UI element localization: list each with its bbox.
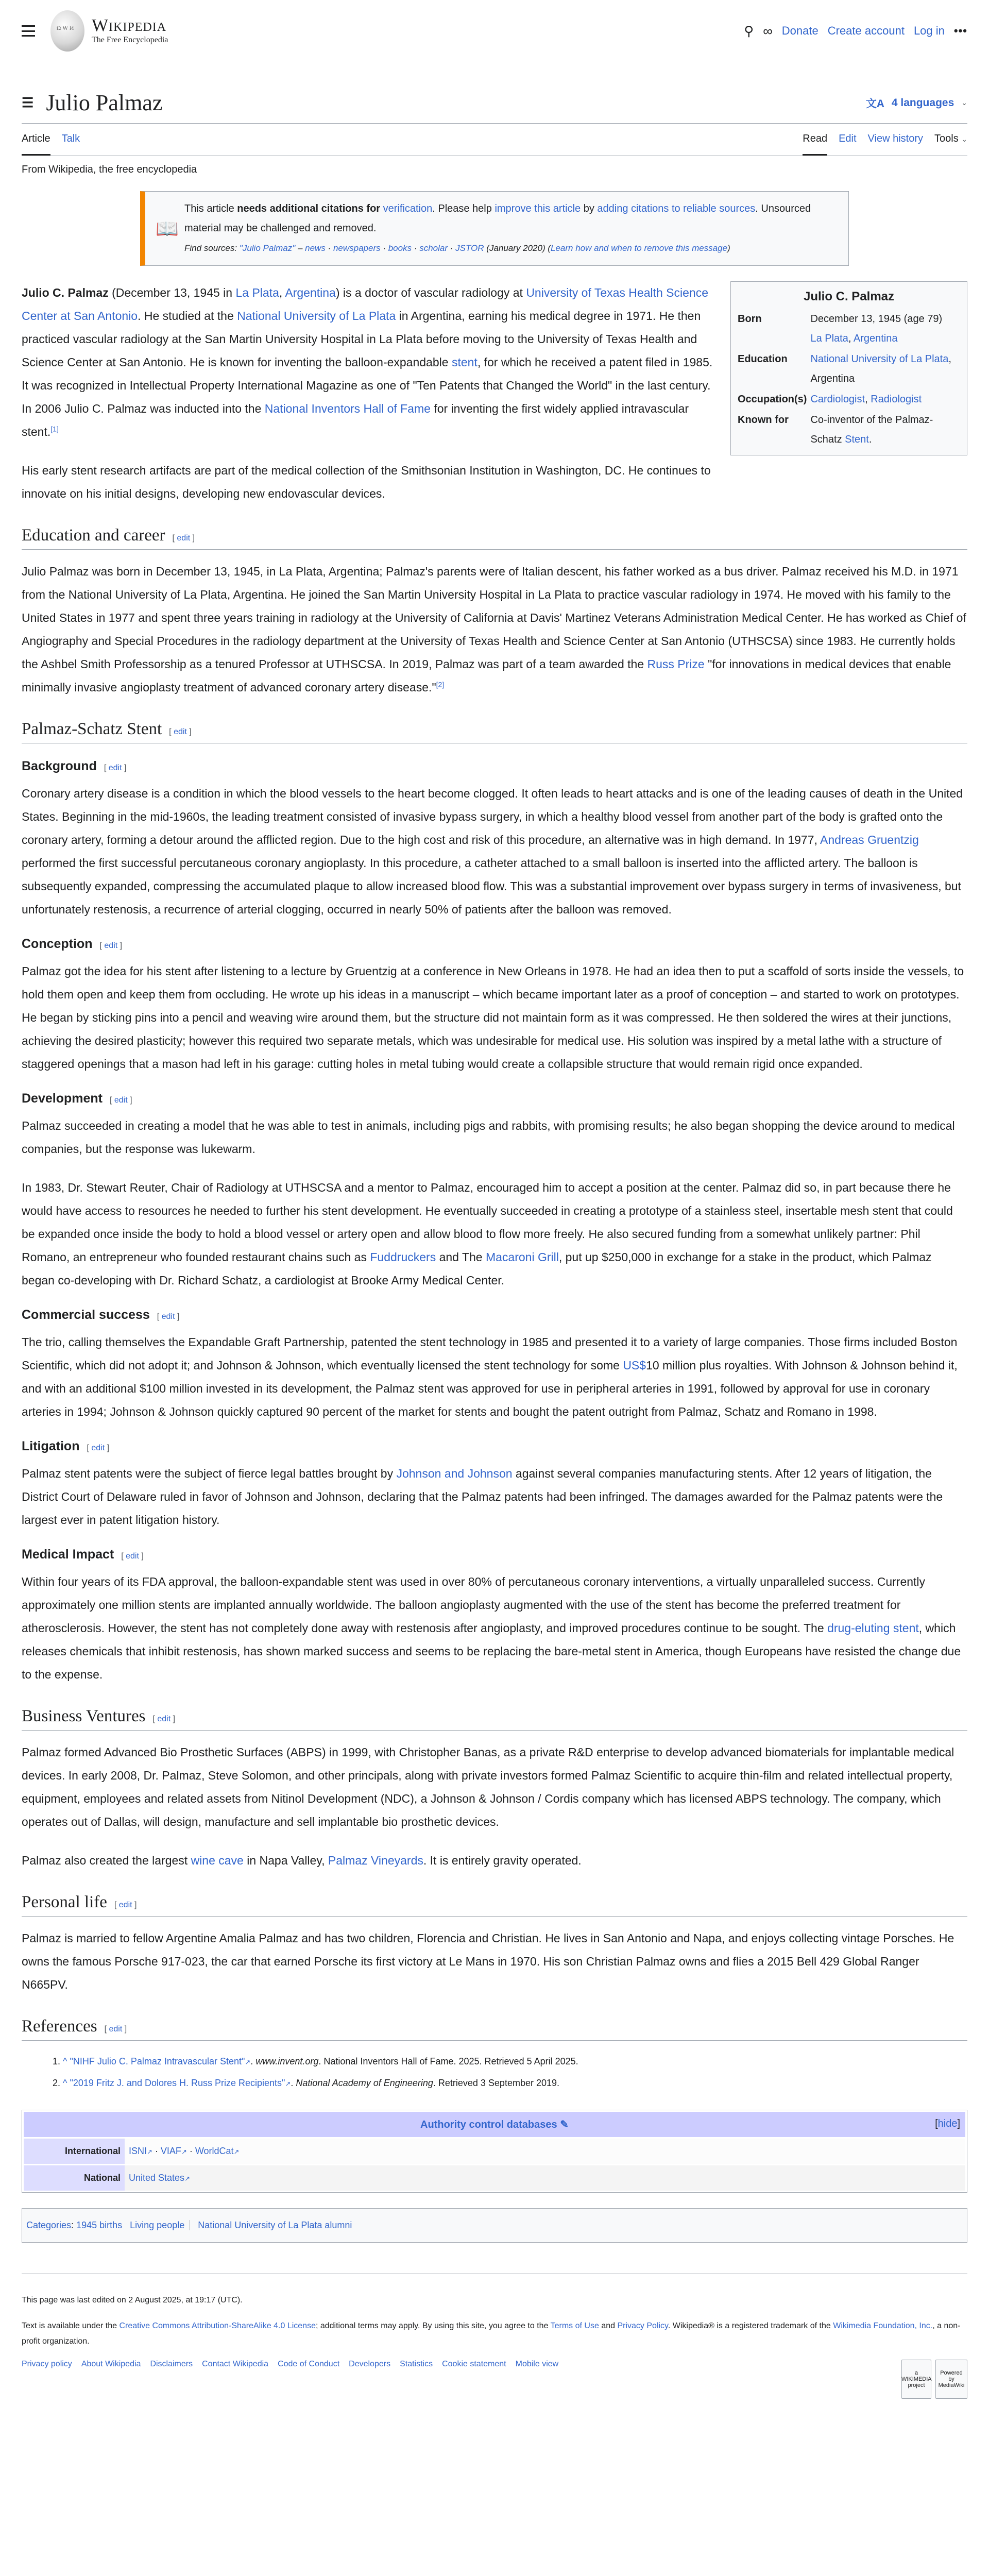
infobox-row-known-for: Known for Co-inventor of the Palmaz-Schatz Stent. [737,410,961,450]
page-title: Julio Palmaz [46,90,163,115]
languages-button[interactable] [866,95,967,111]
tools-dropdown[interactable] [934,124,967,156]
site-header [22,0,967,62]
notice-date: (January 2020) [486,243,545,253]
more-options-icon[interactable]: ••• [953,24,967,37]
drug-eluting-stent-link[interactable]: drug-eluting stent [827,1621,919,1635]
edit-section-link[interactable]: edit [104,941,118,950]
donate-link[interactable]: Donate [781,24,819,37]
notice-text: . Unsourced material may be challenged and removed. [184,203,811,234]
external-link-icon: ↗ [245,2058,251,2066]
notice-text: by [581,203,598,214]
gruentzig-link[interactable]: Andreas Gruentzig [820,833,919,846]
stent-link[interactable]: stent [451,355,478,369]
palmaz-vineyards-link[interactable]: Palmaz Vineyards [328,1854,423,1867]
section-heading-personal: Personal life [ edit ] [22,1893,967,1917]
infobox-row-education: Education National University of La Plata, Argentina [737,349,961,389]
find-sources-label: Find sources: [184,243,237,253]
infobox [730,281,967,455]
hide-toggle[interactable]: hide [937,2118,958,2129]
source-jstor-link[interactable]: JSTOR [455,243,484,253]
privacy-policy-link[interactable]: Privacy Policy [617,2321,668,2330]
last-edited: This page was last edited on 2 August 2025, at 19:17 (UTC). [22,2296,243,2304]
la-plata-link[interactable]: La Plata [235,286,279,299]
united-states-link[interactable]: United States [129,2173,185,2183]
education-link[interactable]: National University of La Plata [810,353,949,365]
license-text: Text is available under the Creative Commons Attribution-ShareAlike 4.0 License; additional terms may apply. By using this site, you agree to the Terms of Use and Privacy Policy. Wikipedia® is a registered trademark of the Wikimedia Foundation, Inc., a non-profit organization. [22,2321,961,2346]
powered-by-mediawiki-badge[interactable]: Powered by MediaWiki [935,2360,967,2399]
lead-paragraph: Julio C. Palmaz (December 13, 1945 in La Plata, Argentina) is a doctor of vascular radiology at University of Texas Health Science Center at San Antonio. He studied at the National University of La Plata in Argentina, earning his medical degree in 1971. He then practiced vascular radiology at the San Martin University Hospital in La Plata before moving to the University of Texas Health and Science Center at San Antonio. He is known for inventing the balloon-expandable stent, for which he received a patent filed in 1985. It was recognized in Intellectual Property International Magazine as one of "Ten Patents that Changed the World" in the last century. In 2006 Julio C. Palmaz was inducted into the National Inventors Hall of Fame for inventing the first widely applied intravascular stent.[1] [22,286,713,438]
page-footer [22,2274,967,2461]
reference-title-link[interactable]: "NIHF Julio C. Palmaz Intravascular Stent" [70,2056,245,2066]
reference-title-link[interactable]: "2019 Fritz J. and Dolores H. Russ Prize Recipients" [70,2078,285,2088]
edit-pencil-icon[interactable]: ✎ [560,2119,569,2130]
footer-link[interactable]: Contact Wikipedia [202,2360,269,2368]
subject-name: Julio C. Palmaz [22,286,109,299]
source-query-link[interactable]: "Julio Palmaz" [239,243,296,253]
worldcat-link[interactable]: WorldCat [195,2146,234,2156]
page-tabs [22,124,967,156]
citation-notice: 📖 This article needs additional citations for verification. Please help improve this article by adding citations to reliable sources. Unsourced material may be challenged and removed. Find sources: "Julio Palmaz" – news · newspapers · books · scholar · JSTOR (January 2020) (Learn how and when to remove this message) [140,191,849,266]
title-bar [22,82,967,124]
isni-link[interactable]: ISNI [129,2146,147,2156]
fuddruckers-link[interactable]: Fuddruckers [370,1250,436,1264]
known-for-text: Co-inventor of the Palmaz-Schatz [810,414,933,445]
wordmark-tagline: The Free Encyclopedia [92,36,168,44]
authority-control-box: Authority control databases ✎ [hide] International ISNI↗ · VIAF↗ · WorldCat↗ National United States↗ [22,2110,967,2193]
stent-link[interactable]: Stent [845,434,869,445]
wikipedia-wordmark[interactable] [92,16,168,45]
source-books-link[interactable]: books [388,243,412,253]
paragraph: Within four years of its FDA approval, the balloon-expandable stent was used in over 80% of percutaneous coronary interventions, a virtually unparalleled success. Currently approximately one million stents are implanted annually worldwide. The balloon angioplasty augmented with the use of the stent has become the preferred treatment for atherosclerosis. However, the stent has not completely done away with restenosis after angioplasty, and improved procedures continue to be sought. The drug-eluting stent, which releases chemicals that inhibit restenosis, has shown marked success and seems to be replacing the bare-metal stent in America, though Europeans have resisted the change due to the expense. [22,1575,961,1681]
tab-article[interactable]: Article [22,124,50,156]
footer-link[interactable]: Statistics [400,2360,433,2368]
references-list [22,2051,967,2094]
edit-section-link[interactable]: edit [126,1552,139,1561]
education-country: Argentina [810,373,855,384]
jnj-link[interactable]: Johnson and Johnson [396,1467,513,1480]
source-scholar-link[interactable]: scholar [419,243,448,253]
chevron-down-icon: ⌄ [961,134,967,143]
edit-section-link[interactable]: edit [114,1096,128,1105]
section-heading-references: References [ edit ] [22,2017,967,2041]
born-date: December 13, 1945 (age 79) [810,313,943,325]
tools-label: Tools [934,132,959,144]
lead-paragraph-2: His early stent research artifacts are part of the medical collection of the Smithsonian Institution in Washington, DC. He continues to innovate on his initial designs, developing new endovascular devices. [22,464,711,500]
citation-1[interactable]: [1] [50,425,59,433]
paragraph: Palmaz is married to fellow Argentine Amalia Palmaz and has two children, Florencia and Christian. He lives in San Antonio and Napa, and enjoys collecting vintage Porsches. He owns the famous Porsche 917-023, the car that earned Porsche its first victory at Le Mans in 1970. His son Christian Palmaz owns and flies a 2015 Bell 429 Global Ranger N665PV. [22,1931,954,1991]
russ-prize-link[interactable]: Russ Prize [647,657,705,671]
edit-section-link[interactable]: edit [109,2025,123,2033]
nulp-link[interactable]: National University of La Plata [237,309,396,323]
paragraph: Palmaz succeeded in creating a model that he was able to test in animals, including pigs and rabbits, with promising results; he also began shopping the device around to medical companies, but the response was lukewarm. [22,1119,955,1156]
footer-link[interactable]: Mobile view [515,2360,559,2368]
argentina-link[interactable]: Argentina [285,286,336,299]
wikimedia-project-badge[interactable]: a WIKIMEDIA project [901,2360,931,2399]
categories-box: Categories: 1945 births Living people National University of La Plata alumni [22,2208,967,2243]
born-country-link[interactable]: Argentina [853,333,898,344]
section-heading-business: Business Ventures [ edit ] [22,1707,967,1731]
usd-link[interactable]: US$ [623,1359,646,1372]
infobox-title: Julio C. Palmaz [803,290,895,303]
notice-text: . Please help [432,203,495,214]
wmf-link[interactable]: Wikimedia Foundation, Inc. [833,2321,933,2330]
categories-link[interactable]: Categories [26,2220,72,2230]
paragraph: Palmaz also created the largest wine cave in Napa Valley, Palmaz Vineyards. It is entirely gravity operated. [22,1854,582,1867]
create-account-link[interactable]: Create account [827,24,905,37]
language-icon: 文A [865,97,884,110]
footer-link[interactable]: Code of Conduct [278,2360,340,2368]
infobox-row-born: Born December 13, 1945 (age 79) La Plata, Argentina [737,309,961,349]
cardiologist-link[interactable]: Cardiologist [810,394,865,405]
edit-section-link[interactable]: edit [157,1715,171,1723]
terms-link[interactable]: Terms of Use [550,2321,599,2330]
tab-talk[interactable]: Talk [61,132,80,144]
edit-section-link[interactable]: edit [118,1901,132,1909]
radiologist-link[interactable]: Radiologist [871,394,922,405]
subsection-heading-conception: Conception [ edit ] [22,937,123,951]
subsection-heading-development: Development [ edit ] [22,1091,132,1106]
subsection-heading-impact: Medical Impact [ edit ] [22,1547,144,1562]
wordmark-name: Wikipedia [92,16,167,35]
category-link[interactable]: Living people [130,2220,185,2230]
reference-item: 1. ^ "NIHF Julio C. Palmaz Intravascular Stent"↗. www.invent.org. National Inventors Hall of Fame. 2025. Retrieved 5 April 2025. [53,2056,578,2066]
subsection-heading-litigation: Litigation [ edit ] [22,1439,110,1453]
log-in-link[interactable]: Log in [913,24,945,37]
viaf-link[interactable]: VIAF [160,2146,181,2156]
source-newspapers-link[interactable]: newspapers [333,243,381,253]
tab-read[interactable]: Read [803,124,827,156]
adding-citations-link[interactable]: adding citations to reliable sources [597,203,756,214]
chevron-down-icon: ⌄ [961,98,967,107]
nihf-link[interactable]: National Inventors Hall of Fame [264,402,431,415]
edit-section-link[interactable]: edit [174,727,187,736]
paragraph: Palmaz formed Advanced Bio Prosthetic Surfaces (ABPS) in 1999, with Christopher Banas, as a private R&D enterprise to develop advanced biomaterials for implantable medical devices. In early 2008, Dr. Palmaz, Steve Solomon, and other principals, along with private investors formed Palmaz Scientific to acquire thin-film and related intellectual property, equipment, employees and related assets from Nitinol Development (NDC), a Johnson & Johnson / Cordis company which has licensed ABPS technology. The company, which operates out of Dallas, will design, manufacture and sell implantable bio prosthetic devices. [22,1745,954,1828]
category-link[interactable]: National University of La Plata alumni [198,2220,352,2230]
infobox-label: Education [738,353,788,365]
born-city-link[interactable]: La Plata [810,333,848,344]
tab-edit[interactable]: Edit [839,132,857,144]
footer-link[interactable]: About Wikipedia [81,2360,141,2368]
license-link[interactable]: Creative Commons Attribution-ShareAlike 4.0 License [119,2321,316,2330]
reading-glasses-icon[interactable]: ∞ [763,23,773,39]
edit-section-link[interactable]: edit [177,534,191,543]
subsection-heading-commercial: Commercial success [ edit ] [22,1308,180,1322]
table-of-contents-icon[interactable]: ☰ [22,95,34,110]
notice-bold: needs additional citations for [237,203,383,214]
notice-text: This article [184,203,237,214]
citation-2[interactable]: [2] [436,680,445,689]
backlink-caret[interactable]: ^ [63,2056,67,2066]
section-heading-education: Education and career [ edit ] [22,526,967,550]
infobox-row-occupation: Occupation(s) Cardiologist, Radiologist [737,389,961,410]
backlink-caret[interactable]: ^ [63,2078,67,2088]
footer-link[interactable]: Cookie statement [442,2360,506,2368]
reference-item: 2. ^ "2019 Fritz J. and Dolores H. Russ Prize Recipients"↗. National Academy of Engineering. Retrieved 3 September 2019. [53,2078,560,2088]
wikipedia-globe-logo[interactable] [50,10,84,52]
paragraph: In 1983, Dr. Stewart Reuter, Chair of Radiology at UTHSCSA and a mentor to Palmaz, encouraged him to accept a position at the center. Palmaz did so, in part because there he would have access to resources he needed to further his stent development. He eventually succeeded in creating a prototype of a stainless steel, insertable mesh stent that could be expanded once inside the body to hold a blood vessel or artery open and allow blood to flow more freely. He also secured funding from a somewhat unlikely partner: Phil Romano, an entrepreneur who founded restaurant chains such as Fuddruckers and The Macaroni Grill, put up $250,000 in exchange for a stake in the product, which Palmaz began co-developing with Dr. Richard Schatz, a cardiologist at Brooke Army Medical Center. [22,1181,953,1287]
languages-label: 4 languages [891,96,954,109]
verification-link[interactable]: verification [383,203,433,214]
edit-section-link[interactable]: edit [161,1312,175,1321]
paragraph: The trio, calling themselves the Expandable Graft Partnership, patented the stent technology in 1985 and presented it to a variety of large companies. Those firms included Boston Scientific, which did not adopt it; and Johnson & Johnson, which eventually licensed the stent technology for some US$10 million plus royalties. With Johnson & Johnson behind it, and with an additional $100 million invested in its development, the Palmaz stent was approved for use in peripheral arteries in 1991, followed by approval for use in coronary arteries in 1994; Johnson & Johnson quickly captured 90 percent of the market for stents and bought the patent outright from Palmaz, Schatz and Romano in 1998. [22,1335,958,1418]
footer-link[interactable]: Developers [349,2360,391,2368]
section-heading-stent: Palmaz-Schatz Stent [ edit ] [22,720,967,743]
wine-cave-link[interactable]: wine cave [191,1854,244,1867]
article-body [22,281,967,2243]
auth-label-national: National [24,2165,125,2191]
question-book-icon: 📖 [156,217,179,239]
auth-label-international: International [24,2139,125,2164]
source-news-link[interactable]: news [305,243,326,253]
subsection-heading-background: Background [ edit ] [22,759,127,773]
footer-link[interactable]: Disclaimers [150,2360,193,2368]
infobox-label: Occupation(s) [738,394,807,405]
category-link[interactable]: 1945 births [76,2220,123,2230]
improve-article-link[interactable]: improve this article [494,203,581,214]
tab-view-history[interactable]: View history [867,132,923,144]
learn-remove-link[interactable]: Learn how and when to remove this message [551,243,728,253]
external-link-icon: ↗ [285,2080,291,2088]
edit-section-link[interactable]: edit [108,764,122,772]
search-icon[interactable]: ⚲ [744,23,754,39]
paragraph: Palmaz got the idea for his stent after listening to a lecture by Gruentzig at a conference in New Orleans in 1978. He had an idea then to put a scaffold of sorts inside the vessels, to hold them open and keep them from occluding. He wrote up his ideas in a manuscript – which became important later as a proof of conception – and started to work on prototypes. He began by sticking pins into a pencil and weaving wire around them, but the structure did not maintain form as it was compressed. He then soldered the wires at their junctions, achieving the desired plasticity; however this required two separate metals, which was undesirable for medical use. His solution was inspired by a metal lathe with a structure of staggered openings that a mason had left in his garage: cutting holes in metal tubing would create a collapsible structure that would remain rigid once expanded. [22,964,964,1071]
uthscsa-link[interactable]: University of Texas Health Science Center at San Antonio [22,286,708,323]
paragraph: Coronary artery disease is a condition in which the blood vessels to the heart become clogged. It often leads to heart attacks and is one of the leading causes of death in the United States. Beginning in the mid-1960s, the leading treatment consisted of invasive bypass surgery, in which a healthy blood vessel from another part of the body is grafted onto the coronary artery, forming a detour around the afflicted region. Due to the high cost and risk of this procedure, an alternative was in high demand. In 1977, Andreas Gruentzig performed the first successful percutaneous coronary angioplasty. In this procedure, a catheter attached to a small balloon is inserted into the afflicted artery. The balloon is subsequently expanded, compressing the accumulated plaque to allow increased blood flow. This was a substantial improvement over bypass surgery in terms of invasiveness, but unfortunately restenosis, a recurrence of arterial clogging, occurred in nearly 50% of patients after the balloon was removed. [22,787,963,916]
site-subtitle: From Wikipedia, the free encyclopedia [22,164,197,175]
paragraph: Julio Palmaz was born in December 13, 1945, in La Plata, Argentina; Palmaz's parents were of Italian descent, his father worked as a bus driver. Palmaz received his M.D. in 1971 from the National University of La Plata, Argentina. He joined the San Martin University Hospital in La Plata to practice vascular radiology in 1974. He moved with his family to the United States in 1977 and spent three years training in radiology at the University of California at Davis' Martinez Veterans Administration Medical Center. He has worked as Chief of Angiography and Special Procedures in the radiology department at the University of Texas Health and Science Center at San Antonio (UTHSCSA) since 1983. He currently holds the Ashbel Smith Professorship as a tenured Professor at UTHSCSA. In 2019, Palmaz was part of a team awarded the Russ Prize "for innovations in medical devices that enable minimally invasive angioplasty treatment of advanced coronary artery disease."[2] [22,565,966,694]
infobox-label: Born [738,313,762,325]
main-menu-icon[interactable] [22,25,35,37]
macaroni-grill-link[interactable]: Macaroni Grill [485,1250,559,1264]
footer-link[interactable]: Privacy policy [22,2360,72,2368]
authority-control-title-link[interactable]: Authority control databases [420,2119,557,2130]
edit-section-link[interactable]: edit [91,1444,105,1452]
infobox-label: Known for [738,414,789,426]
paragraph: Palmaz stent patents were the subject of fierce legal battles brought by Johnson and Johnson against several companies manufacturing stents. After 12 years of litigation, the District Court of Delaware ruled in favor of Johnson and Johnson, declaring that the Palmaz patents had been infringed. The damages awarded for the Palmaz patents were the largest ever in patent litigation history. [22,1467,943,1527]
